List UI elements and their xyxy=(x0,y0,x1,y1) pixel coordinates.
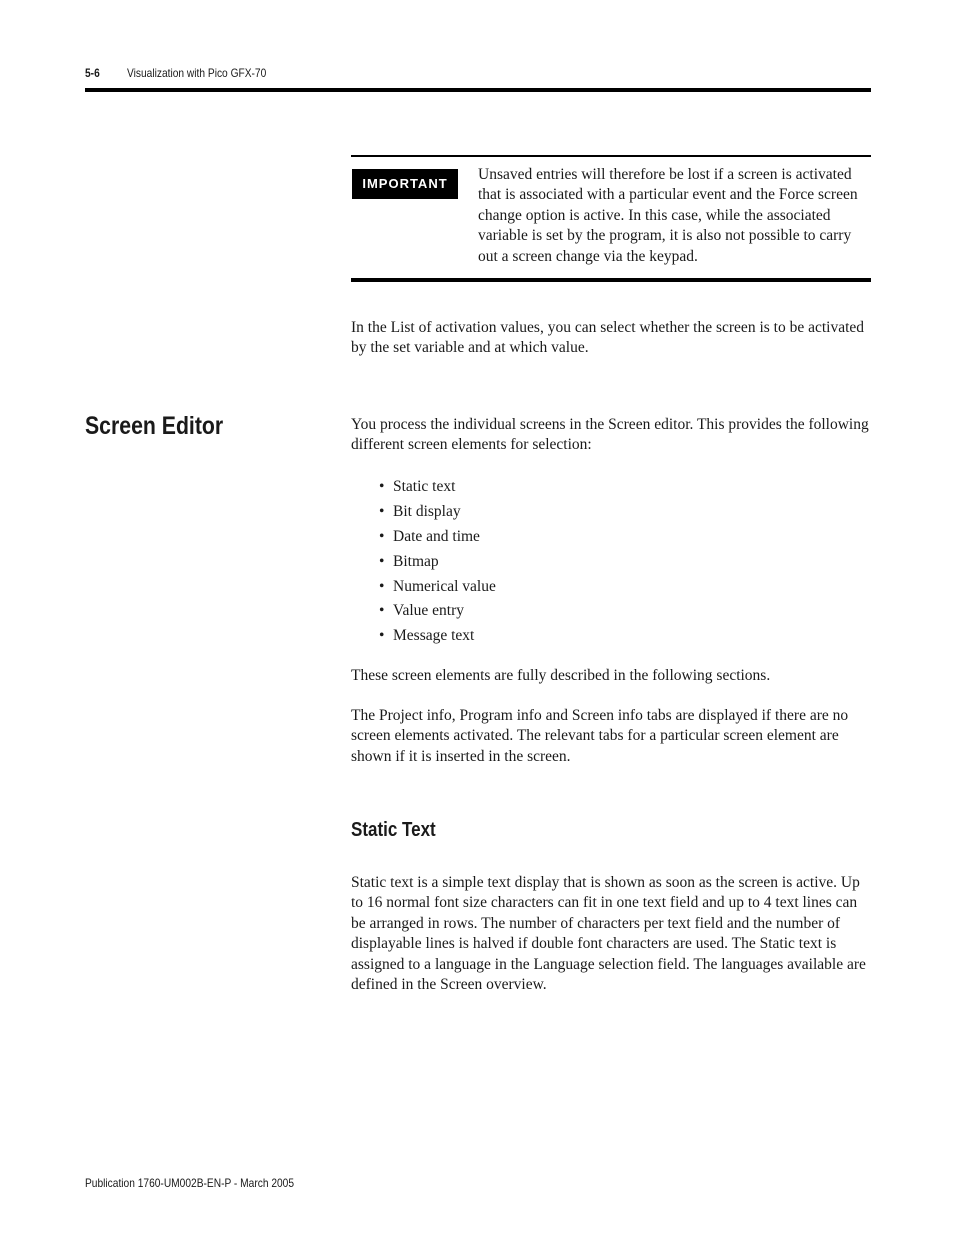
list-item: • Static text xyxy=(379,476,496,501)
bullet-icon: • xyxy=(379,502,385,520)
important-label: IMPORTANT xyxy=(352,169,458,199)
chapter-title: Visualization with Pico GFX-70 xyxy=(127,66,267,80)
list-item: • Bitmap xyxy=(379,551,496,576)
screen-elements-list xyxy=(379,476,496,650)
bullet-icon: • xyxy=(379,577,385,595)
bullet-icon: • xyxy=(379,478,385,495)
important-text: Unsaved entries will therefore be lost if a screen is activated that is associated with a particular event and the Force screen change option is active. In this case, while the associated variable is set by the program, it is also not possible to carry out a screen change via the keypad. xyxy=(478,166,858,265)
activation-values-paragraph: In the List of activation values, you can select whether the screen is to be activated by the set variable and at which value. xyxy=(351,319,865,357)
info-tabs-paragraph: The Project info, Program info and Screen info tabs are displayed if there are no screen elements activated. The relevant tabs for a particular screen element are shown if it is inserted in the screen. xyxy=(351,707,849,765)
section-heading-screen-editor: Screen Editor xyxy=(85,412,224,440)
publication-footer: Publication 1760-UM002B-EN-P - March 2005 xyxy=(85,1176,295,1190)
list-item: • Value entry xyxy=(379,600,496,625)
list-item: • Date and time xyxy=(379,526,496,551)
bullet-icon: • xyxy=(379,602,385,620)
page-header xyxy=(85,66,871,92)
bullet-icon: • xyxy=(379,527,385,545)
section-heading-static-text: Static Text xyxy=(351,819,436,841)
page-number: 5-6 xyxy=(85,66,100,80)
header-rule xyxy=(85,88,871,92)
bullet-icon: • xyxy=(379,627,385,645)
screen-editor-intro: You process the individual screens in the Screen editor. This provides the following different screen elements for selection: xyxy=(351,416,869,454)
notice-bottom-rule xyxy=(351,278,871,282)
notice-top-rule xyxy=(351,155,871,157)
bullet-icon: • xyxy=(379,552,385,570)
important-notice xyxy=(351,155,871,282)
static-text-paragraph: Static text is a simple text display that is shown as soon as the screen is active. Up to 16 normal font size characters can fit in one text field and up to 4 text lines can be arranged in rows. The number of characters per text field and the number of displayable lines is halved if double font characters are used. The Static text is assigned to a language in the Language selection field. The languages available are defined in the Screen overview. xyxy=(351,874,866,994)
list-item: • Message text xyxy=(379,625,496,650)
elements-described-note: These screen elements are fully described in the following sections. xyxy=(351,667,771,684)
list-item: • Bit display xyxy=(379,501,496,526)
list-item: • Numerical value xyxy=(379,576,496,601)
